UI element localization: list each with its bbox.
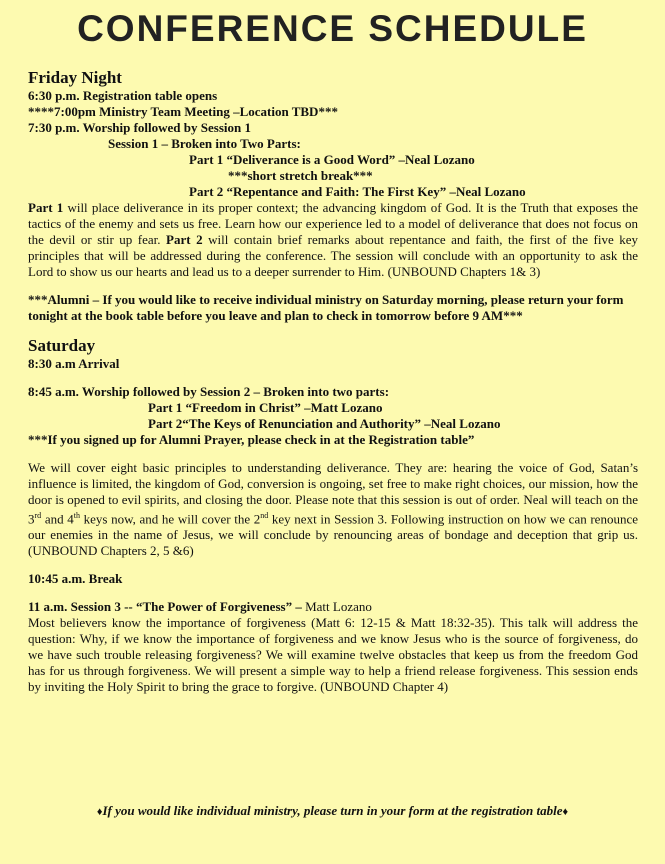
footer-text: If you would like individual ministry, please turn in your form at the registration table xyxy=(102,803,563,818)
part2-text: will contain brief remarks about repentance and faith, the first of the five key principles that will be addressed during the conference. The session will conclude with an opportunity to ask the Lord to show us our hearts and lead us to a deeper surrender to Him. (UNBOUND Chapters 1& 3) xyxy=(28,232,638,279)
saturday-heading: Saturday xyxy=(28,336,96,355)
session2-line: 8:45 a.m. Worship followed by Session 2 – Broken into two parts: xyxy=(28,384,390,399)
session1-part2: Part 2 “Repentance and Faith: The First Key” –Neal Lozano xyxy=(189,184,526,199)
session2-part2: Part 2“The Keys of Renunciation and Authority” –Neal Lozano xyxy=(148,416,501,431)
footer-note xyxy=(0,803,665,819)
session1-description xyxy=(28,200,638,280)
part2-label: Part 2 xyxy=(166,232,203,247)
diamond-icon: ♦ xyxy=(96,806,103,818)
session2-desc-part-b: and 4 xyxy=(41,511,74,527)
sup-nd: nd xyxy=(260,511,269,520)
session3-label: 11 a.m. Session 3 -- “The Power of Forgiveness” – xyxy=(28,599,302,615)
page-title: CONFERENCE SCHEDULE xyxy=(77,8,588,49)
session2-description xyxy=(28,460,638,559)
session2-desc-part-d: key next in Session 3. Following instruction on how we can renounce our enemies in the name of Jesus, we will conclude by renouncing areas of bondage and deception that grip us. (UNBOUND Chapters 2, 5 &6) xyxy=(28,511,638,559)
session1-part1: Part 1 “Deliverance is a Good Word” –Neal Lozano xyxy=(189,152,475,167)
diamond-icon-right: ♦ xyxy=(562,806,569,818)
break-line: 10:45 a.m. Break xyxy=(28,571,123,587)
part1-text: will place deliverance in its proper context; the advancing kingdom of God. It is the Truth that exposes the tactics of the enemy and sets us free. Learn how our experience led to a model of deliverance that does not focus on the devil or stir up fear. xyxy=(28,200,638,247)
session2-part1: Part 1 “Freedom in Christ” –Matt Lozano xyxy=(148,400,383,415)
session3-speaker: Matt Lozano xyxy=(301,599,372,615)
friday-heading: Friday Night xyxy=(28,68,122,87)
friday-line-ministry-meeting: ****7:00pm Ministry Team Meeting –Location TBD*** xyxy=(28,104,338,119)
session2-desc-part-a: We will cover eight basic principles to understanding deliverance. They are: hearing the voice of God, Satan’s influence is limited, the kingdom of God, conversion is ongoing, set free to make right choices, our mission, how the door is opened to evil spirits, and closing the door. Please note that this session is out of order. Neal will teach on the 3 xyxy=(28,460,638,527)
friday-line-registration: 6:30 p.m. Registration table opens xyxy=(28,88,218,103)
sup-rd: rd xyxy=(34,511,42,520)
schedule-content xyxy=(28,68,638,695)
session3-description: Most believers know the importance of forgiveness (Matt 6: 12-15 & Matt 18:32-35). This talk will address the question: Why, if we know the importance of forgiveness and we know Jesus who is the source of forgiveness, do we have such trouble releasing forgiveness? We will examine twelve obstacles that keep us from the freedom God has for us through forgiveness. We will present a simple way to help a friend release forgiveness. This session ends by inviting the Holy Spirit to bring the grace to forgive. (UNBOUND Chapter 4) xyxy=(28,615,638,695)
saturday-arrival: 8:30 a.m Arrival xyxy=(28,356,120,371)
session1-heading: Session 1 – Broken into Two Parts: xyxy=(108,136,301,151)
friday-line-worship: 7:30 p.m. Worship followed by Session 1 xyxy=(28,120,251,135)
session1-stretch-break: ***short stretch break*** xyxy=(228,168,373,183)
part1-label: Part 1 xyxy=(28,200,64,215)
alumni-prayer-note: ***If you signed up for Alumni Prayer, please check in at the Registration table” xyxy=(28,432,475,447)
alumni-note: ***Alumni – If you would like to receive individual ministry on Saturday morning, please return your form tonight at the book table before you leave and plan to check in tomorrow before 9 AM*** xyxy=(28,292,624,323)
sup-th: th xyxy=(73,511,80,520)
session3-line xyxy=(28,599,638,615)
session2-desc-part-c: keys now, and he will cover the 2 xyxy=(79,511,261,527)
